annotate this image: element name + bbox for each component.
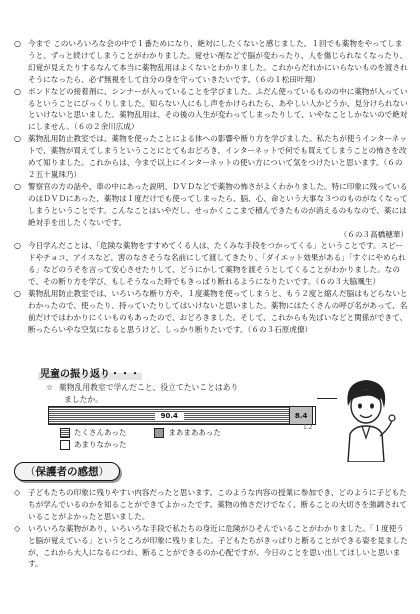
comment-text: いろいろな薬物があり、いろいろな手段で私たちの身近に危険がひそんでいることがわかりました。「１度使うと脳が覚えている」というところが印象に残りました。子どもたちがきっぱりと断ることができる姿を見ましたが、これから大人になるにつれ、断ることができるのか心配ですが、今日のことを思い出してほしいと思います。 [28, 523, 408, 569]
comment-text: 警察官の方の話や、車の中にあった説明、ＤＶＤなどで薬物の怖さがよくわかりました。特に印象に残っているのはＤＶＤにあった、薬物は１度だけでも使ってしまったら、脳、心、命という大事な３つのものがなくなってしまうということです。こんなことはいやだし、せっかくここまで積んできたものが消えるのもなので、薬には絶対手を出したくないです。 [28, 181, 408, 227]
bullet-circle-icon: ○ [14, 134, 21, 144]
guardian-comment-1 [14, 487, 408, 523]
comment-3 [14, 133, 408, 181]
evaluation-title: 児童の振り返り・・・ [38, 365, 142, 380]
legend-item-c: あまりなかった [60, 439, 127, 451]
student-comments [14, 38, 408, 336]
bar-segment-some [289, 407, 311, 424]
comment-text: 子どもたちの印象に残りやすい内容だったと思います。このような内容の授業に参加でき、どのように子どもたちが学んでいるのかを知ることができてよかったです。薬物の怖さだけでなく、断ることの大切さを強調されていることがよかったと思いました。 [28, 488, 407, 521]
bullet-circle-icon: ○ [14, 86, 21, 96]
bar-segment-few [312, 407, 315, 424]
chart-legend [60, 427, 249, 451]
comment-text: ボンドなどの接着剤に、シンナーが入っていることを学びました。ふだん使っているものの中に薬物が入っているということにびっくりしました。知らない人にもし声をかけられたら、あやしい人かどうか、見分けられないといけないと思いました。薬物乱用は、その後の人生が変わってしまったりして、いやなことしかないので絶対にしません。（６の２余川広成） [28, 86, 408, 132]
guardian-comment-2 [14, 523, 408, 571]
bullet-circle-icon: ○ [14, 289, 21, 299]
legend-swatch-gray [154, 428, 164, 438]
guardian-comments [14, 487, 408, 570]
bar-value-label: 8.4 [294, 411, 308, 420]
question-line-1: 薬物乱用教室で学んだこと、役立てたいことはあり [59, 383, 239, 392]
bullet-circle-icon: ○ [14, 181, 21, 191]
data-label-1-2: 1.2 [303, 424, 313, 431]
bullet-circle-icon: ○ [14, 241, 21, 251]
comment-text: 今日学んだことは、「危険な薬物をすすめてくる人は、たくみな手段をつかってくる」ということです。スピードやチョコ、アイスなど、害のなさそうな名前にして渡してきたり、「ダイエット効果がある」「すぐにやめられる」などのうそを言って安心させたりして、どうにかして薬物を渡そうとしてくることがわかりました。なので、その断り方を学び、もしそうなった時でもきっぱり断れるようになりたいです。（６の３大脇颯生） [28, 241, 406, 287]
legend-swatch-white [60, 440, 70, 450]
evaluation-question [46, 382, 238, 405]
legend-swatch-striped [60, 428, 70, 438]
bullet-circle-icon: ○ [14, 39, 21, 48]
bar-value-label: 90.4 [155, 412, 184, 420]
result-bar-chart [48, 406, 316, 425]
comment-5 [14, 240, 408, 288]
guardian-section-title: （保護者の感想） [14, 462, 120, 481]
comment-text: 今まで このいろいろな会の中で１番ためになり、絶対にしたくないと感じました。１回でも薬物をやってしまうと、ずっと続けてしまうことがわかりました。覚せい剤などで脳が変わったり、人を傷じられなくなったり、幻覚が見えたりするなんて本当に薬物乱用はよくないとわかりました。これからだれかにいらないものを渡されそうになったら、必ず無視をして自分の身を守っていきたいです。（６の１松田叶翔） [28, 39, 408, 84]
star-icon: ☆ [46, 383, 53, 392]
comment-4 [14, 181, 408, 241]
comment-text: 薬物乱用防止教室では、いろいろな断り方や、１度薬物を使ってしまうと、もう２度と縮んだ脳はもどらないとわかったので、使ったり、持っていたりしてはいけないと思いました。薬物にはたくさんの呼び名があって、名前だけではわかりにくいものもあったので、おどろきました。そして、これからも先ばいなどと関係ができて、断ったらいやな空気になると思うけど、しっかり断りたいです。（６の３石原虎僚） [28, 289, 408, 334]
comment-attribution: （６の３高橋穂華） [339, 229, 408, 239]
legend-item-a: たくさんあった [60, 427, 126, 439]
bar-segment-many [49, 407, 289, 424]
comment-2 [14, 86, 408, 134]
bullet-diamond-icon: ◇ [14, 523, 21, 533]
question-line-2: ましたか。 [64, 394, 103, 404]
comment-1 [14, 38, 408, 86]
comment-text: 薬物乱用防止教室では、薬物を使ったことによる体への影響や断り方を学びました。私たちが使うインターネットで、薬物が買えてしまうということにとてもおどろき、インターネットで何でも買えてしまうことの怖さを改めて知りました。これからは、今まで以上にインターネットの使い方について気をつけたいと思います。（６の２五十嵐珠乃） [28, 134, 407, 179]
legend-item-b: まあまああった [154, 427, 220, 439]
bullet-diamond-icon: ◇ [14, 488, 21, 497]
comment-6 [14, 288, 408, 336]
teacher-illustration-icon [334, 376, 398, 466]
